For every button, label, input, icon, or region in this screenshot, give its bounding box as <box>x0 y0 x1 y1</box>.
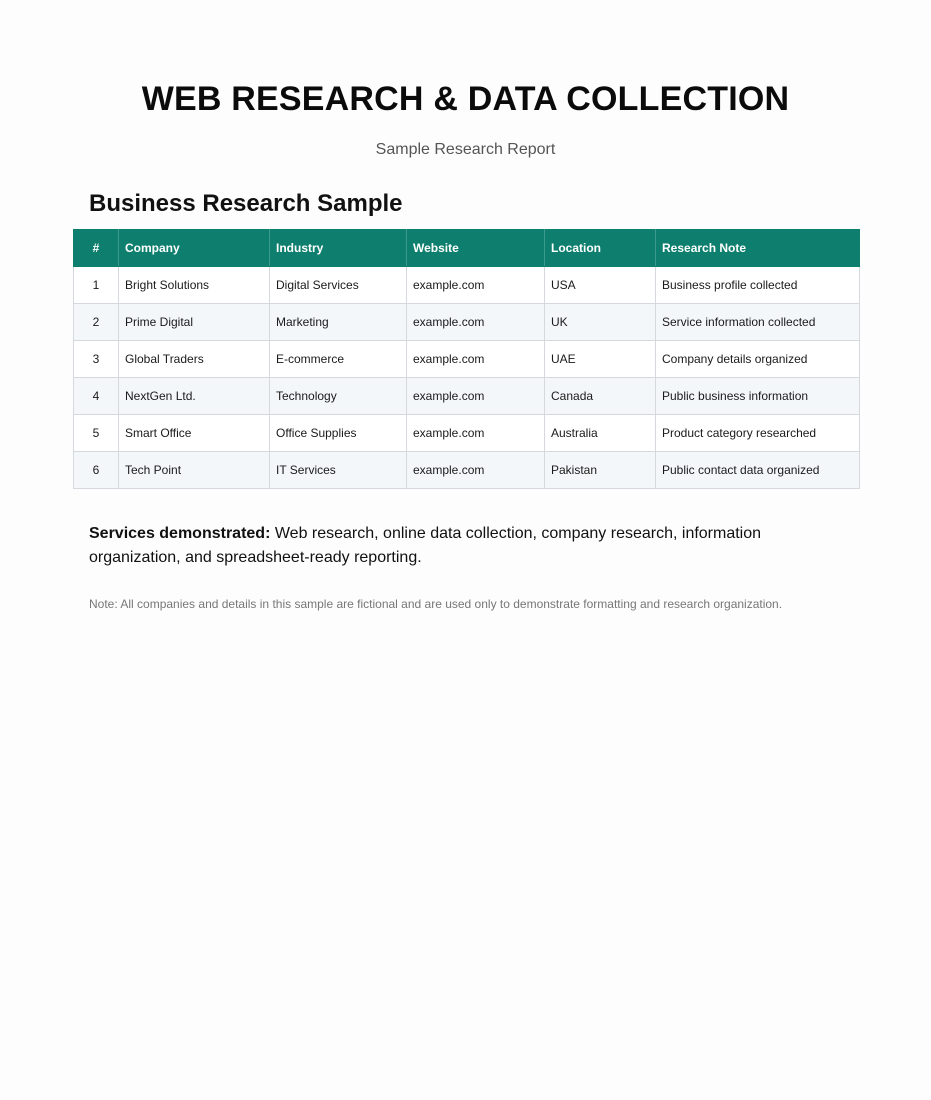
industry-cell: E-commerce <box>270 341 407 378</box>
column-header-number: # <box>74 230 119 267</box>
location-cell: UAE <box>545 341 656 378</box>
website-cell: example.com <box>407 341 545 378</box>
row-number-cell: 5 <box>74 415 119 452</box>
industry-cell: Technology <box>270 378 407 415</box>
table-row <box>74 415 860 452</box>
industry-cell: Digital Services <box>270 267 407 304</box>
row-number-cell: 3 <box>74 341 119 378</box>
table-header <box>74 230 860 267</box>
column-header-website: Website <box>407 230 545 267</box>
document-subtitle: Sample Research Report <box>375 141 556 158</box>
location-cell: Australia <box>545 415 656 452</box>
table-row <box>74 341 860 378</box>
industry-cell: Marketing <box>270 304 407 341</box>
website-cell: example.com <box>407 267 545 304</box>
industry-cell: IT Services <box>270 452 407 489</box>
research-note-cell: Public contact data organized <box>656 452 860 489</box>
company-cell: Tech Point <box>119 452 270 489</box>
section-title: Business Research Sample <box>89 190 403 217</box>
location-cell: UK <box>545 304 656 341</box>
row-number-cell: 2 <box>74 304 119 341</box>
company-cell: Smart Office <box>119 415 270 452</box>
table-header-row <box>74 230 860 267</box>
column-header-location: Location <box>545 230 656 267</box>
row-number-cell: 4 <box>74 378 119 415</box>
table-row <box>74 267 860 304</box>
research-note-cell: Service information collected <box>656 304 860 341</box>
row-number-cell: 1 <box>74 267 119 304</box>
services-paragraph <box>89 522 849 570</box>
research-note-cell: Company details organized <box>656 341 860 378</box>
location-cell: Canada <box>545 378 656 415</box>
services-text: Web research, online data collection, company research, information organization, and spreadsheet-ready reporting. <box>89 525 762 566</box>
company-cell: NextGen Ltd. <box>119 378 270 415</box>
services-label: Services demonstrated: <box>89 525 271 542</box>
industry-cell: Office Supplies <box>270 415 407 452</box>
document-title: WEB RESEARCH & DATA COLLECTION <box>141 80 790 118</box>
website-cell: example.com <box>407 415 545 452</box>
research-note-cell: Business profile collected <box>656 267 860 304</box>
location-cell: Pakistan <box>545 452 656 489</box>
company-cell: Prime Digital <box>119 304 270 341</box>
column-header-research-note: Research Note <box>656 230 860 267</box>
website-cell: example.com <box>407 304 545 341</box>
company-cell: Bright Solutions <box>119 267 270 304</box>
company-cell: Global Traders <box>119 341 270 378</box>
table-row <box>74 452 860 489</box>
research-note-cell: Product category researched <box>656 415 860 452</box>
research-note-cell: Public business information <box>656 378 860 415</box>
disclaimer-note: Note: All companies and details in this sample are fictional and are used only to demonstrate formatting and research organization. <box>89 597 783 611</box>
website-cell: example.com <box>407 378 545 415</box>
table-row <box>74 304 860 341</box>
location-cell: USA <box>545 267 656 304</box>
table-body <box>74 267 860 489</box>
website-cell: example.com <box>407 452 545 489</box>
column-header-company: Company <box>119 230 270 267</box>
research-table <box>73 229 860 489</box>
row-number-cell: 6 <box>74 452 119 489</box>
column-header-industry: Industry <box>270 230 407 267</box>
table-row <box>74 378 860 415</box>
